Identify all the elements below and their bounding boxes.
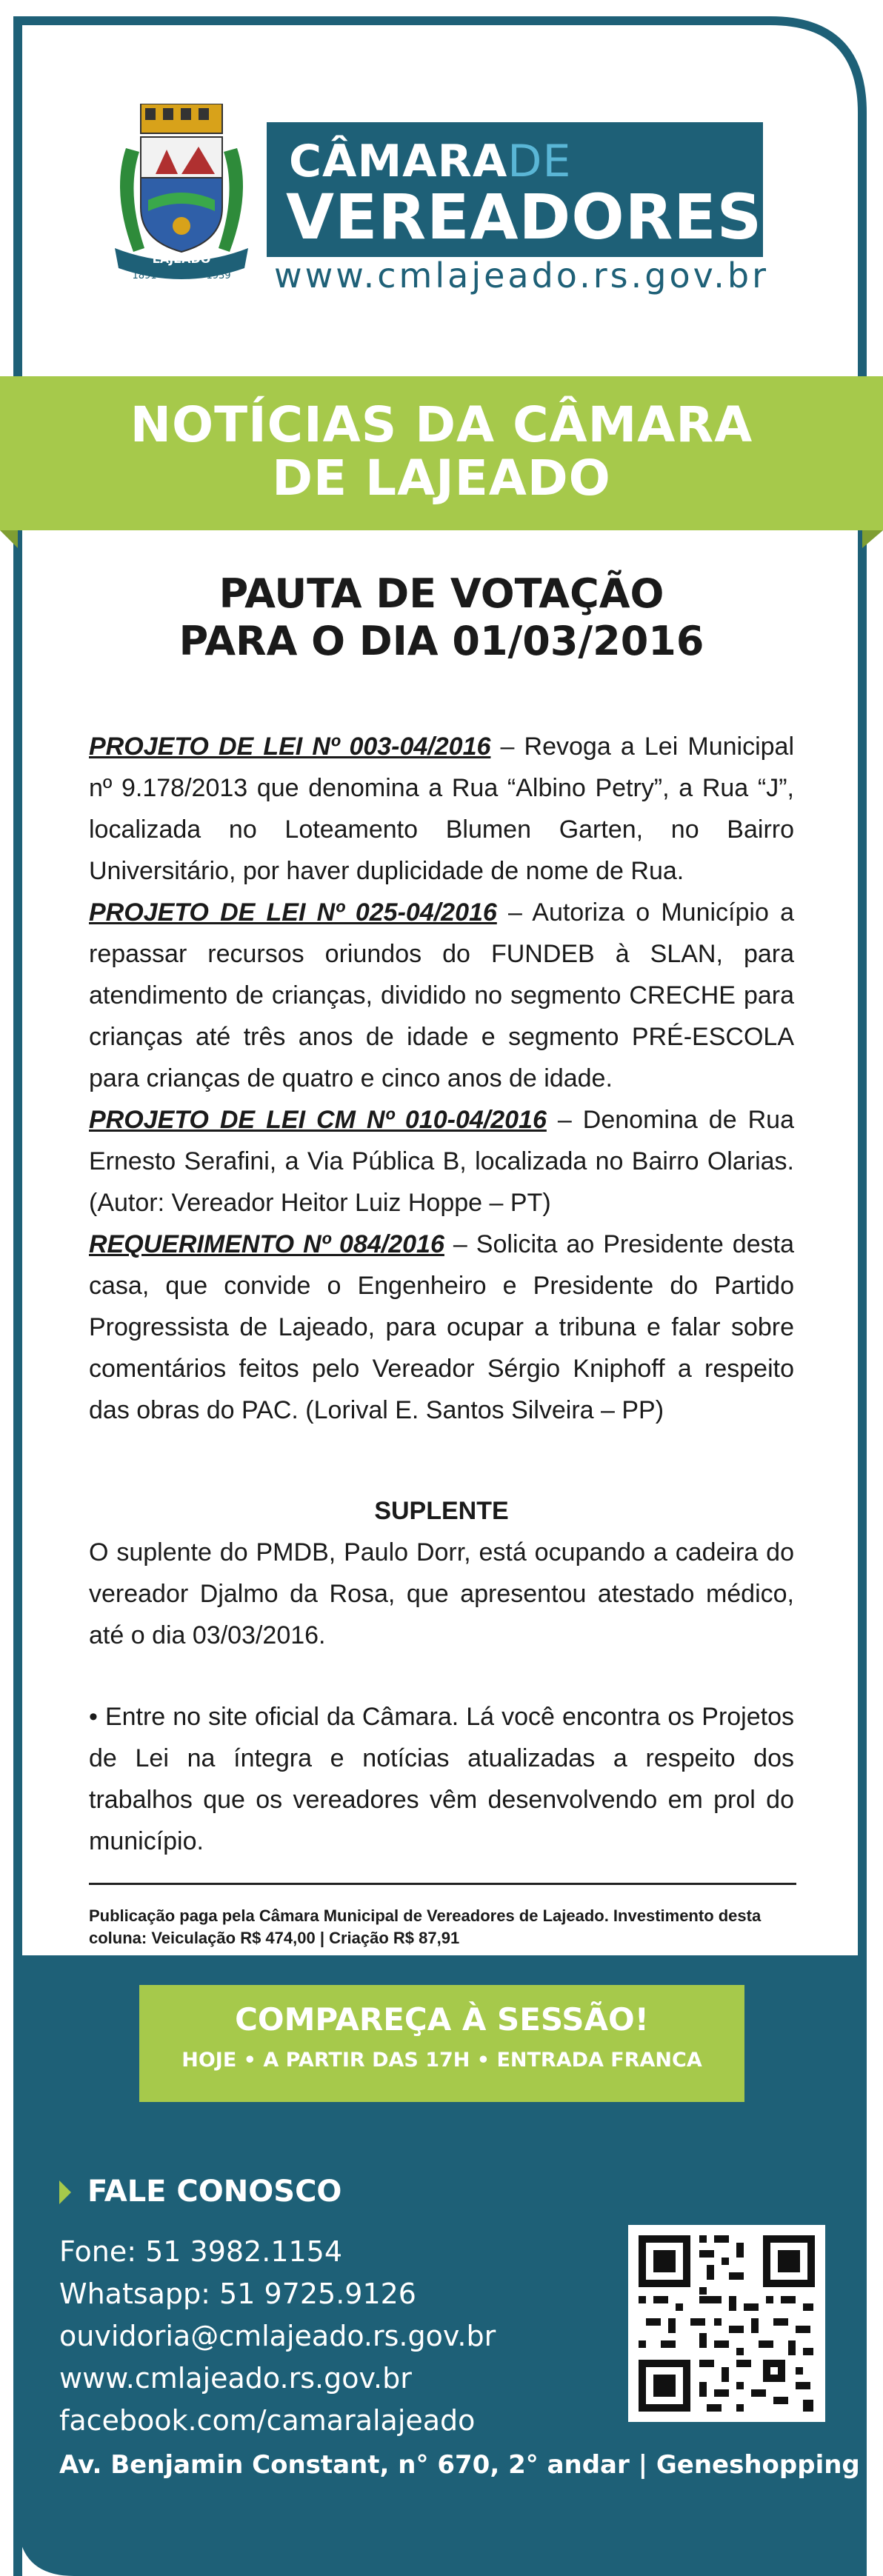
item-reference: PROJETO DE LEI Nº 025-04/2016: [89, 898, 497, 927]
site-note: • Entre no site oficial da Câmara. Lá você encontra os Projetos de Lei na íntegra e notícias atualizadas a respeito dos trabalhos que os vereadores vêm desenvolvendo em prol do município.: [89, 1703, 794, 1855]
session-subtitle: HOJE • A PARTIR DAS 17H • ENTRADA FRANCA: [181, 2049, 702, 2072]
camara-logo: [267, 122, 770, 306]
qr-code: [628, 2225, 825, 2422]
logo-url: www.cmlajeado.rs.gov.br: [274, 256, 769, 296]
svg-text:1939: 1939: [206, 270, 231, 281]
svg-text:1891: 1891: [132, 270, 157, 281]
suplente-text: O suplente do PMDB, Paulo Dorr, está ocupando a cadeira do vereador Djalmo da Rosa, que apresentou atestado médico, até o dia 03/03/2016.: [89, 1538, 794, 1649]
municipal-crest: [111, 104, 252, 281]
item-reference: PROJETO DE LEI Nº 003-04/2016: [89, 733, 491, 761]
banner-fold-right: [862, 530, 883, 548]
session-banner: [139, 1985, 744, 2102]
suplente-heading: SUPLENTE: [374, 1497, 509, 1525]
publication-note: Publicação paga pela Câmara Municipal de Vereadores de Lajeado. Investimento desta coluna: Veiculação R$ 474,00 | Criação R$ 87,91: [89, 1906, 762, 1947]
agenda-title: PAUTA DE VOTAÇÃO PARA O DIA 01/03/2016: [179, 570, 704, 664]
item-description: – Solicita ao Presidente desta casa, que convide o Engenheiro e Presidente do Partido Progressista de Lajeado, para ocupar a tribuna e falar sobre comentários feitos pelo Vereador Sérgio Kniphoff a respeito das obras do PAC. (Lorival E. Santos Silveira – PP): [89, 1230, 794, 1424]
logo-line-camara: CÂMARADE: [289, 136, 572, 187]
qr-code-icon: [628, 2225, 825, 2422]
item-description: – Autoriza o Município a repassar recursos oriundos do FUNDEB à SLAN, para atendimento de crianças, dividido no segmento CRECHE para crianças até três anos de idade e segmento PRÉ-ESCOLA para crianças de quatro e cinco anos de idade.: [89, 898, 794, 1092]
contact-whatsapp: Whatsapp: 51 9725.9126: [59, 2278, 416, 2310]
agenda-item: [89, 726, 794, 892]
item-reference: PROJETO DE LEI CM Nº 010-04/2016: [89, 1106, 547, 1134]
agenda-item: [89, 892, 794, 1099]
divider: [89, 1883, 796, 1885]
item-description: – Revoga a Lei Municipal nº 9.178/2013 que denomina a Rua “Albino Petry”, a Rua “J”, localizada no Loteamento Blumen Garten, no Bairro Universitário, por haver duplicidade de nome de Rua.: [89, 733, 795, 885]
agenda-item: [89, 1224, 794, 1431]
contact-facebook[interactable]: facebook.com/camaralajeado: [59, 2404, 476, 2437]
session-title: COMPAREÇA À SESSÃO!: [235, 2001, 649, 2038]
contact-list: [59, 2231, 496, 2442]
contact-website[interactable]: www.cmlajeado.rs.gov.br: [59, 2362, 412, 2395]
svg-text:LAJEADO: LAJEADO: [152, 252, 211, 266]
logo-line-vereadores: VEREADORES: [286, 181, 763, 253]
banner-title: NOTÍCIAS DA CÂMARA DE LAJEADO: [130, 396, 753, 507]
item-reference: REQUERIMENTO Nº 084/2016: [89, 1230, 444, 1258]
logo-box: [267, 122, 763, 257]
agenda-items: [89, 726, 794, 1431]
chevron-right-icon: [59, 2180, 71, 2204]
item-description: – Denomina de Rua Ernesto Serafini, a Via Pública B, localizada no Bairro Olarias. (Autor: Vereador Heitor Luiz Hoppe – PT): [89, 1106, 794, 1217]
news-banner: [0, 376, 883, 530]
contact-email[interactable]: ouvidoria@cmlajeado.rs.gov.br: [59, 2320, 496, 2352]
crest-icon: [111, 104, 252, 281]
agenda-item: [89, 1099, 794, 1224]
contact-phone: Fone: 51 3982.1154: [59, 2235, 343, 2268]
contact-address: Av. Benjamin Constant, n° 670, 2° andar | Geneshopping: [59, 2450, 860, 2480]
